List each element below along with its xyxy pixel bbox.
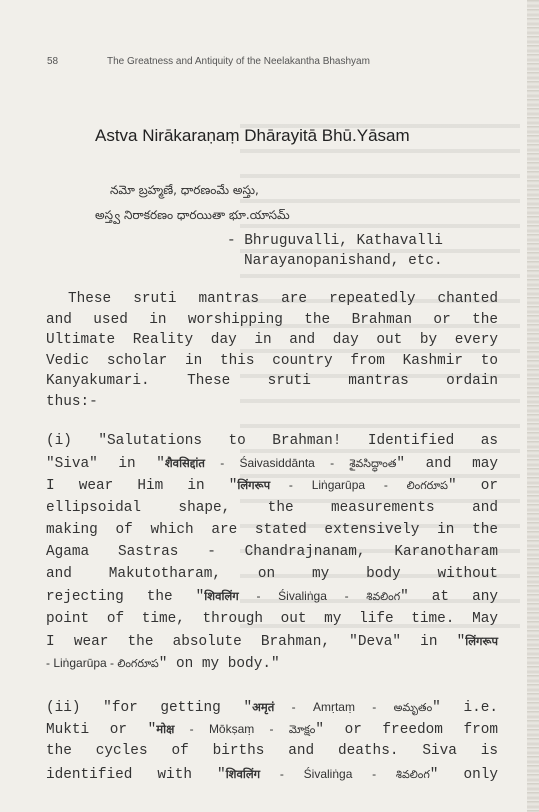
text-line: I wear Him in "लिंगरूप - Liṅgarūpa - లింగరూప" or [46, 478, 499, 495]
text-line: Mukti or "मोक्ष - Mōkṣaṃ - మోక్షం" or freedom from [46, 722, 499, 739]
text-line: (i) "Salutations to Brahman! Identified as [46, 433, 498, 449]
telugu-term: లింగరూప [117, 656, 159, 670]
page-header [47, 56, 467, 67]
attribution-line-2: Narayanopanishand, etc. [244, 253, 443, 269]
transliteration: - Śaivasiddānta - [204, 456, 350, 471]
text-line: I wear the absolute Brahman, "Deva" in "लिंगरूप [46, 633, 498, 650]
telugu-verse-line-2: అస్త్వ నిరాకరణం ధారయితా భూ.యాసమ్ [95, 208, 290, 222]
devanagari-term: लिंगरूप [237, 478, 271, 493]
devanagari-term: अमृतं [252, 700, 275, 714]
telugu-term: శివలింగ [366, 590, 401, 604]
telugu-term: లింగరూప [406, 479, 448, 493]
text-line: - Liṅgarūpa - లింగరూప" on my body." [46, 655, 280, 672]
section-title: Astva Nirākaraṇaṃ Dhārayitā Bhū.Yāsam [95, 126, 410, 145]
paragraph-intro [46, 289, 498, 412]
devanagari-term: शिवलिंग [225, 766, 261, 781]
text-line: point of time, through out my life time. May [46, 610, 498, 627]
text-line: thus:- [46, 393, 98, 410]
text-line: identified with "शिवलिंग - Śivaliṅga - శివలింగ" only [46, 766, 498, 783]
text-line: "Siva" in "शैवसिद्दांत - Śaivasiddānta - శైవసిద్ధాంత" and may [46, 456, 498, 473]
text-line: Kanyakumari. These sruti mantras ordain [46, 373, 498, 389]
text-line: and used in worshipping the Brahman or the [46, 311, 498, 328]
devanagari-term: मोक्ष [156, 722, 175, 737]
attribution-line-1: - Bhruguvalli, Kathavalli [227, 233, 443, 249]
telugu-term: మోక్షం [288, 723, 316, 737]
transliteration: - Śivaliṅga - [260, 766, 396, 781]
transliteration: - Amṛtaṃ - [274, 700, 394, 714]
transliteration: - Mōkṣaṃ - [174, 722, 289, 737]
devanagari-term: लिंगरूप [465, 633, 498, 648]
transliteration: - Liṅgarūpa - [270, 478, 407, 493]
running-title: The Greatness and Antiquity of the Neelakantha Bhashyam [107, 56, 370, 67]
text-line: Agama Sastras - Chandrajnanam, Karanotharam [46, 543, 498, 560]
text-line: rejecting the "शिवलिंग - Śivaliṅga - శివలింగ" at any [46, 589, 498, 606]
transliteration: - Liṅgarūpa - [46, 655, 118, 670]
text-line: Vedic scholar in this country from Kashmir to [46, 352, 498, 369]
transliteration: - Śivaliṅga - [238, 589, 367, 604]
telugu-term: అమృతం [393, 701, 433, 714]
text-line: Ultimate Reality day in and day out by every [46, 332, 498, 348]
text-line: ellipsoidal shape, the measurements and [46, 499, 498, 516]
text-line: the cycles of births and deaths. Siva is [46, 743, 498, 760]
page-edge-stack [527, 0, 539, 812]
devanagari-term: शैवसिद्दांत [164, 456, 205, 471]
text-line: These sruti mantras are repeatedly chanted [68, 291, 498, 307]
telugu-verse-line-1: నమో బ్రహ్మణే, ధారణంమే అస్తు, [110, 183, 259, 197]
text-line: making of which are stated extensively in the [46, 521, 498, 538]
paragraph-point-one [46, 430, 498, 674]
page-number: 58 [47, 56, 59, 67]
text-line: (ii) "for getting "अमृतं - Amṛtaṃ - అమృతం" i.e. [46, 700, 498, 716]
paragraph-point-two [46, 696, 498, 785]
text-line: and Makutotharam, on my body without [46, 566, 498, 583]
devanagari-term: शिवलिंग [204, 589, 239, 604]
telugu-term: శివలింగ [395, 767, 430, 781]
telugu-term: శైవసిద్ధాంత [349, 457, 397, 471]
